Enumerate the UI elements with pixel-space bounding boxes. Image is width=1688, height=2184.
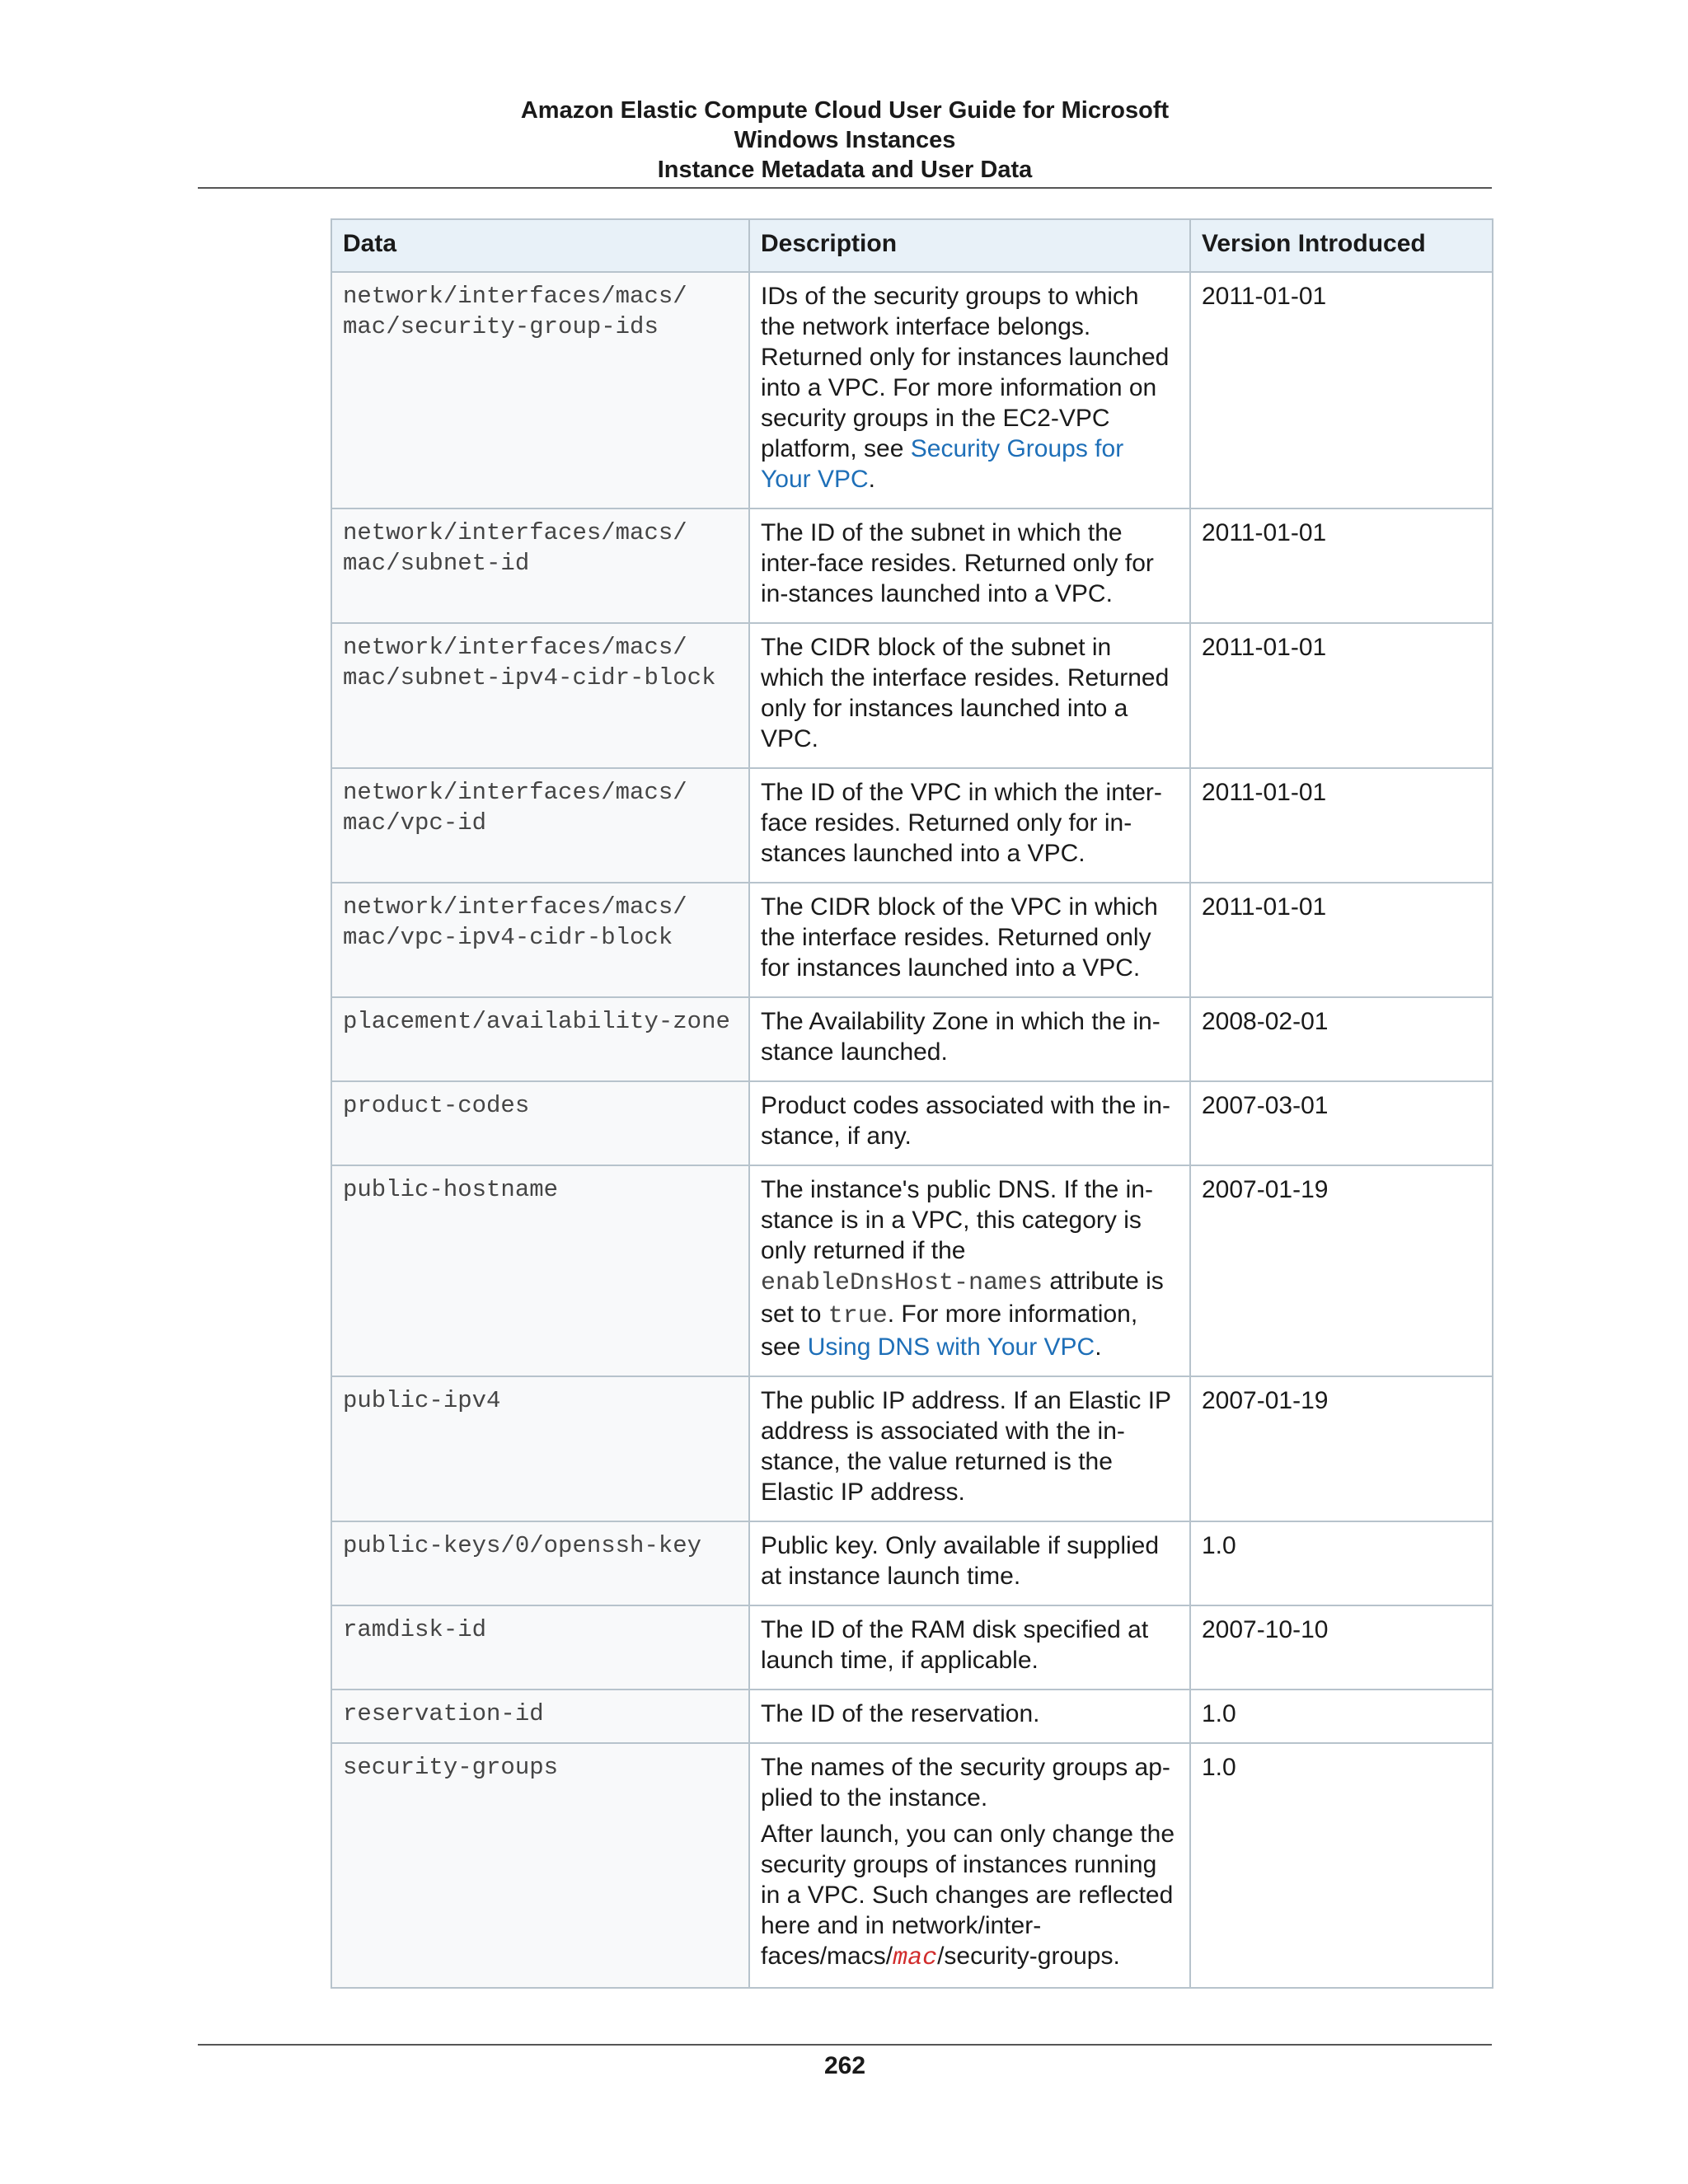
version-cell: 2007-10-10 [1190,1605,1493,1690]
version-cell: 2007-03-01 [1190,1081,1493,1165]
data-key-line: network/interfaces/macs/ [343,519,687,546]
data-key-cell [331,1690,749,1743]
table-row [331,1376,1493,1521]
description-cell [749,509,1190,623]
description-paragraph [761,1699,1179,1729]
description-cell [749,272,1190,509]
page-number: 262 [823,2052,866,2079]
description-paragraph [761,1385,1179,1507]
description-paragraph [761,777,1179,869]
description-cell [749,997,1190,1081]
version-cell: 2008-02-01 [1190,997,1493,1081]
description-cell [749,768,1190,883]
description-text: The instance's public DNS. If the in-stance is in a VPC, this category is only returned if the [761,1176,1153,1264]
footer-divider [198,2044,1492,2046]
data-key-line: reservation-id [343,1700,544,1727]
version-cell: 2007-01-19 [1190,1376,1493,1521]
data-key-line: mac/vpc-ipv4-cidr-block [343,924,673,951]
description-cell [749,1690,1190,1743]
table-row [331,768,1493,883]
data-key-line: public-ipv4 [343,1387,501,1414]
doc-link[interactable]: Using DNS with Your VPC [807,1333,1095,1361]
data-key-cell [331,1165,749,1376]
table-row [331,883,1493,997]
data-key-cell [331,1605,749,1690]
data-key-line: security-groups [343,1754,559,1781]
description-paragraph [761,281,1179,494]
description-cell [749,1376,1190,1521]
description-text: . [868,466,875,493]
table-row [331,1605,1493,1690]
description-text: attribute is set to [761,1268,1164,1328]
table-row [331,1521,1493,1605]
description-text: The public IP address. If an Elastic IP address is associated with the in-stance, the value returned is the Elastic IP address. [761,1387,1171,1506]
description-paragraph [761,1530,1179,1591]
description-text: /security-groups. [937,1943,1120,1970]
description-paragraph [761,632,1179,754]
version-cell: 2011-01-01 [1190,883,1493,997]
description-text: Product codes associated with the in-stance, if any. [761,1092,1170,1150]
description-cell [749,883,1190,997]
description-text: The ID of the subnet in which the inter-face resides. Returned only for in-stances launched into a VPC. [761,519,1154,607]
table-row [331,272,1493,509]
data-key-line: product-codes [343,1092,530,1119]
description-text: The ID of the VPC in which the inter-face resides. Returned only for in-stances launched into a VPC. [761,779,1162,867]
data-key-cell [331,1521,749,1605]
data-key-cell [331,768,749,883]
table-row [331,997,1493,1081]
table-row [331,1743,1493,1988]
description-cell [749,1743,1190,1988]
version-cell: 2011-01-01 [1190,509,1493,623]
version-cell: 1.0 [1190,1690,1493,1743]
description-text: After launch, you can only change the security groups of instances running in a VPC. Such changes are reflected here and in network/inter-faces/macs/ [761,1821,1175,1970]
description-text: . For more information, see [761,1301,1138,1361]
table-row [331,509,1493,623]
description-cell [749,1081,1190,1165]
data-key-cell [331,1081,749,1165]
column-header-version: Version Introduced [1190,219,1493,272]
table-body [331,272,1493,1988]
description-text: The ID of the RAM disk specified at launch time, if applicable. [761,1616,1149,1674]
data-key-line: public-keys/0/openssh-key [343,1532,702,1559]
description-paragraph [761,1819,1179,1974]
version-cell: 2011-01-01 [1190,768,1493,883]
data-key-line: mac/subnet-ipv4-cidr-block [343,664,716,691]
inline-code: true [828,1302,888,1330]
description-cell [749,1521,1190,1605]
data-key-line: ramdisk-id [343,1616,487,1643]
description-paragraph [761,1615,1179,1675]
description-cell [749,623,1190,768]
header-title-line-1: Amazon Elastic Compute Cloud User Guide for Microsoft [520,97,1170,124]
page-header [198,96,1492,185]
header-section-title: Instance Metadata and User Data [657,157,1033,183]
data-key-line: public-hostname [343,1176,559,1203]
description-text: Public key. Only available if supplied at instance launch time. [761,1532,1160,1590]
data-key-line: network/interfaces/macs/ [343,634,687,661]
data-key-cell [331,883,749,997]
version-cell: 2011-01-01 [1190,272,1493,509]
data-key-line: mac/security-group-ids [343,313,659,340]
data-key-line: mac/vpc-id [343,809,487,837]
table-row [331,1165,1493,1376]
doc-link[interactable]: Security Groups for Your VPC [761,435,1124,493]
header-title-line-2: Windows Instances [734,127,956,153]
description-cell [749,1165,1190,1376]
placeholder-variable: mac [893,1944,938,1972]
data-key-line: network/interfaces/macs/ [343,283,687,310]
data-key-cell [331,1376,749,1521]
description-paragraph [761,518,1179,609]
data-key-cell [331,997,749,1081]
table-row [331,623,1493,768]
description-text: The Availability Zone in which the in-stance launched. [761,1008,1160,1066]
description-paragraph [761,892,1179,983]
description-text: IDs of the security groups to which the network interface belongs. Returned only for instances launched into a VPC. For more information on security groups in the EC2-VPC platform, see [761,283,1170,462]
version-cell: 2011-01-01 [1190,623,1493,768]
version-cell: 1.0 [1190,1521,1493,1605]
version-cell: 2007-01-19 [1190,1165,1493,1376]
data-key-line: placement/availability-zone [343,1008,730,1035]
header-divider [198,187,1492,189]
data-key-cell [331,509,749,623]
data-key-line: network/interfaces/macs/ [343,893,687,921]
description-paragraph [761,1006,1179,1067]
description-text: The ID of the reservation. [761,1700,1040,1727]
description-paragraph [761,1090,1179,1151]
inline-code: enableDnsHost-names [761,1269,1043,1297]
description-text: The CIDR block of the VPC in which the interface resides. Returned only for instances launched into a VPC. [761,893,1158,982]
column-header-data: Data [331,219,749,272]
table-row [331,1690,1493,1743]
column-header-description: Description [749,219,1190,272]
data-key-line: mac/subnet-id [343,550,530,577]
data-key-line: network/interfaces/macs/ [343,779,687,806]
data-key-cell [331,623,749,768]
metadata-table [331,218,1493,1989]
table-row [331,1081,1493,1165]
data-key-cell [331,1743,749,1988]
version-cell: 1.0 [1190,1743,1493,1988]
data-key-cell [331,272,749,509]
description-text: The names of the security groups ap-plied to the instance. [761,1754,1170,1811]
table-header-row [331,219,1493,272]
description-cell [749,1605,1190,1690]
description-text: The CIDR block of the subnet in which the interface resides. Returned only for instances launched into a VPC. [761,634,1170,752]
description-text: . [1095,1333,1102,1361]
description-paragraph [761,1174,1179,1362]
description-paragraph [761,1752,1179,1813]
